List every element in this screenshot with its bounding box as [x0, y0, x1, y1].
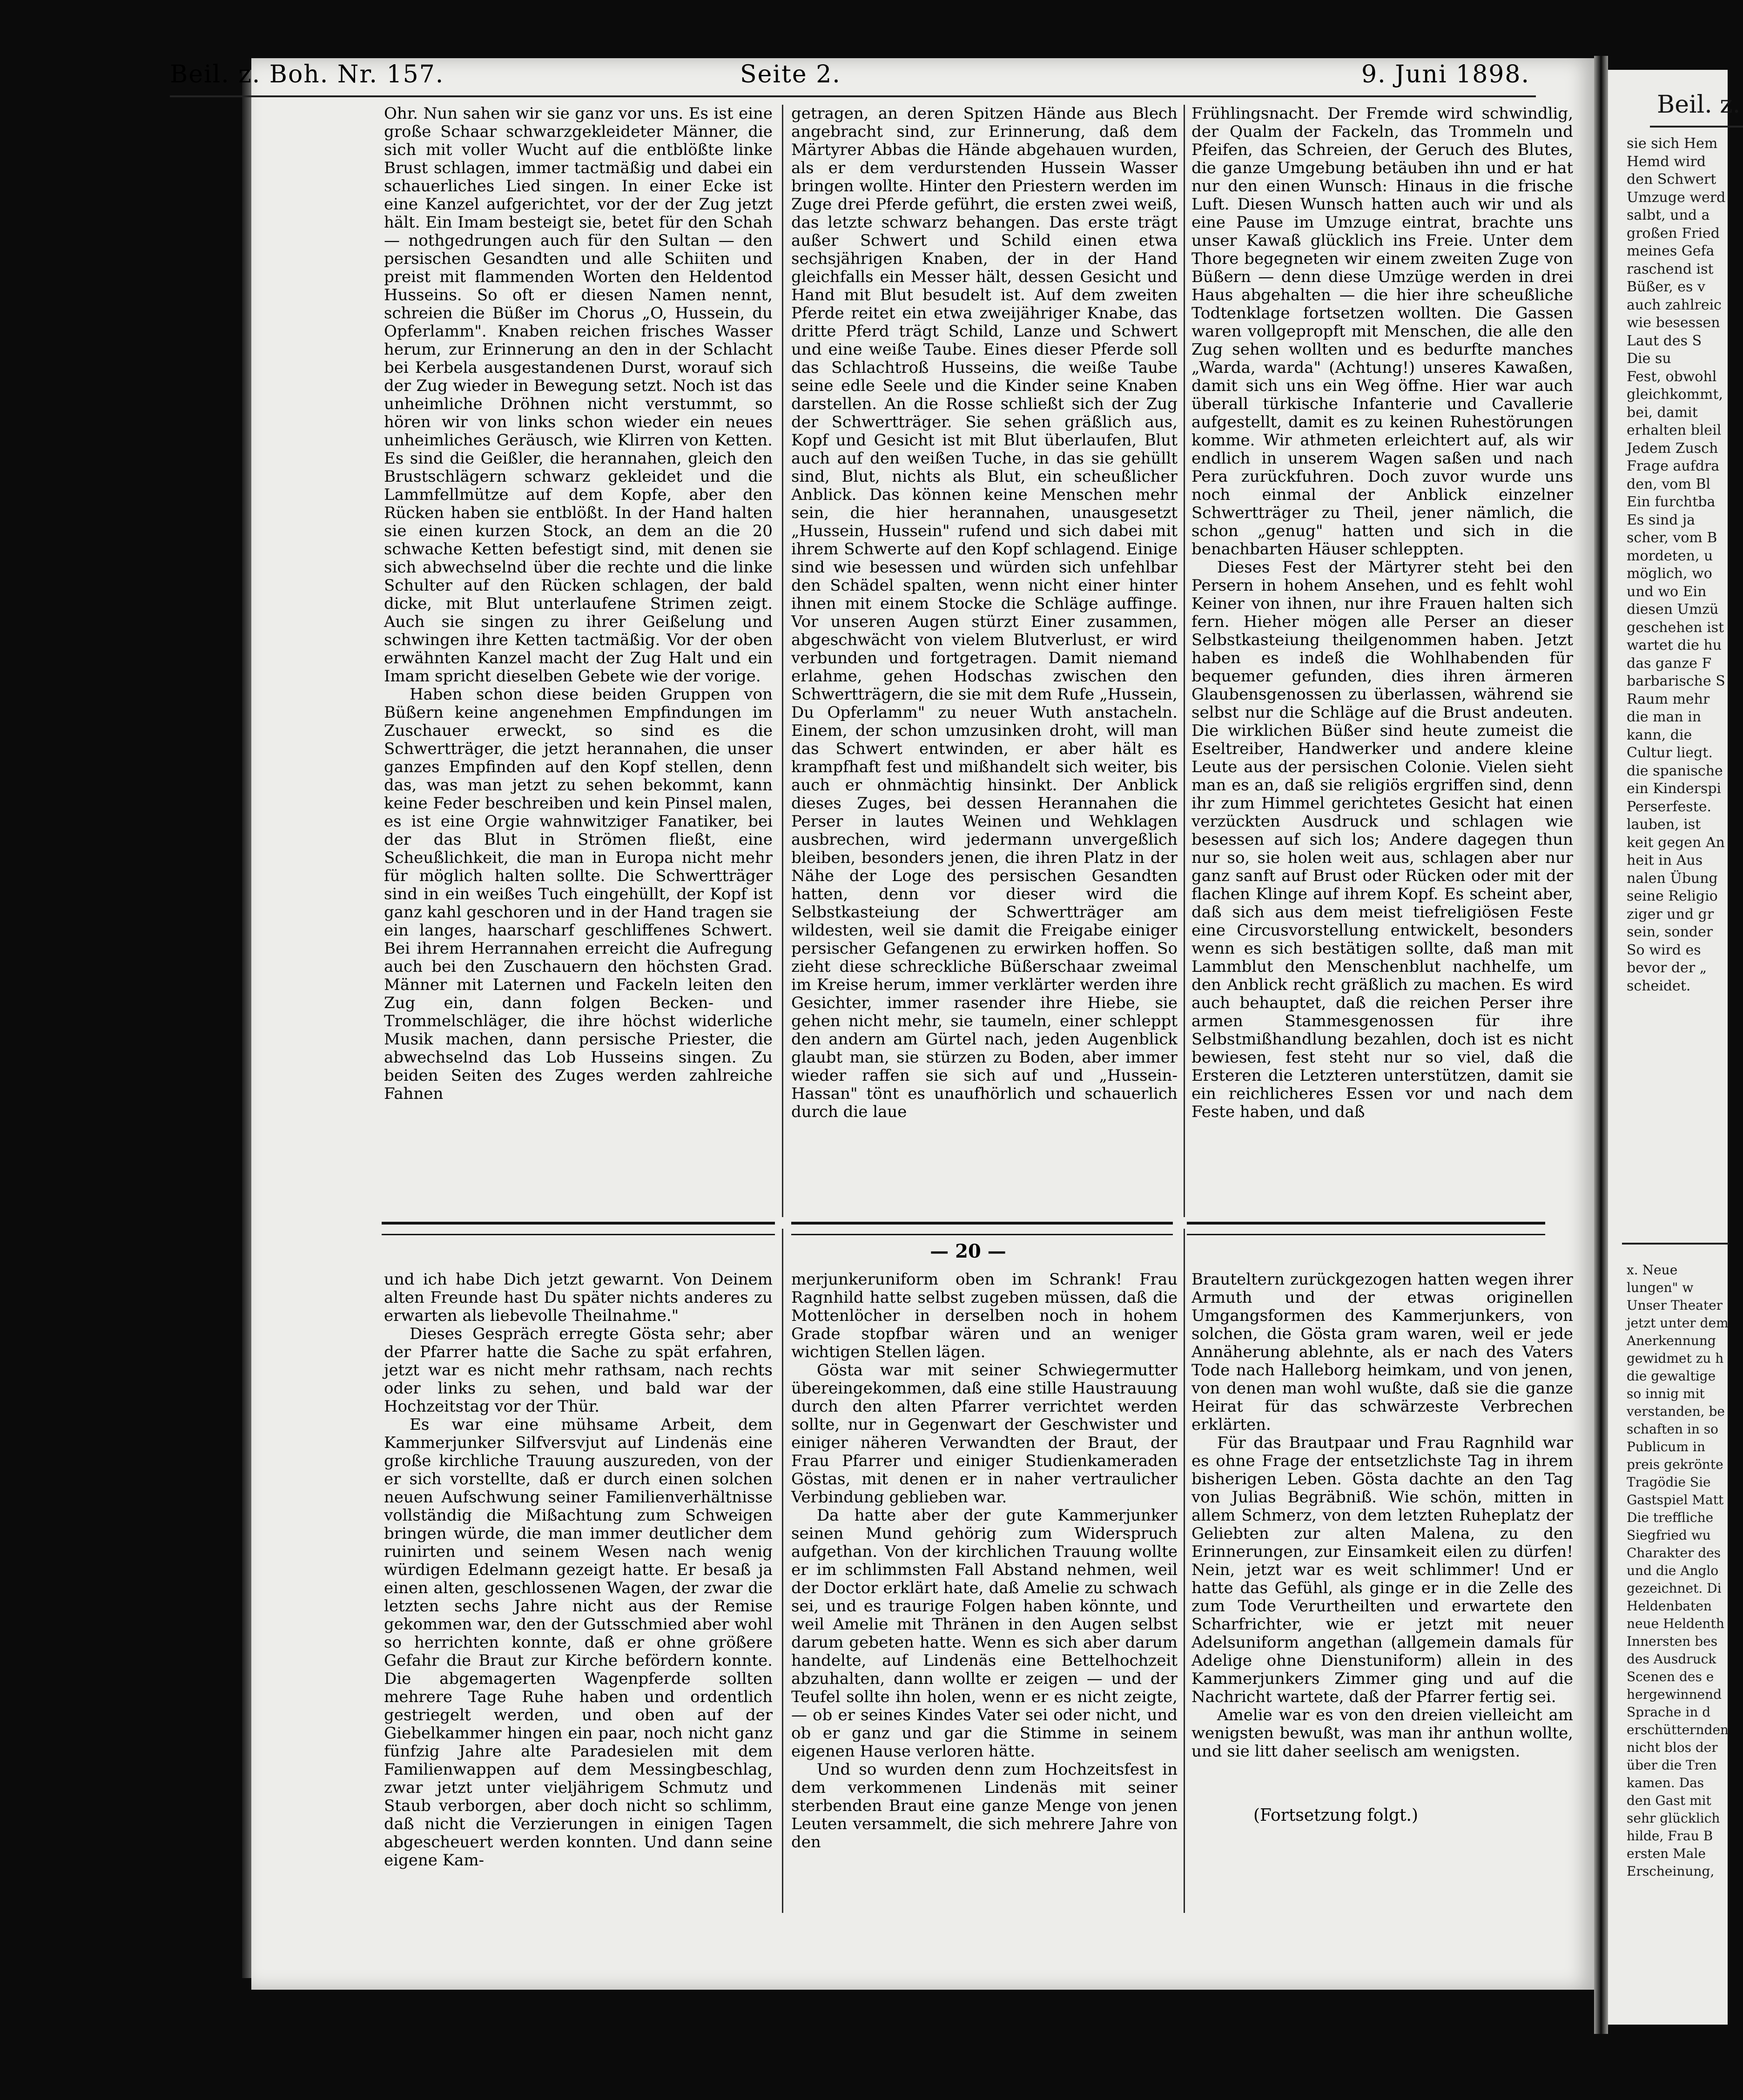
article-paragraph: Haben schon diese beiden Gruppen von Büßern keine angenehmen Empfindungen im Zuschauer erweckt, so sind es die Schwertträger, die jetzt herannahen, die unser ganzes Empfinden auf den Kopf stellen, denn das, was man jetzt zu sehen bekommt, kann keine Feder beschreiben und kein Pinsel malen, es ist eine Orgie wahnwitziger Fanatiker, bei der das Blut in Strömen fließt, eine Scheußlichkeit, die man in Europa nicht mehr für möglich halten sollte. Die Schwertträger sind in ein weißes Tuch eingehüllt, der Kopf ist ganz kahl geschoren und in der Hand tragen sie ein langes, haarscharf geschliffenes Schwert. Bei ihrem Herrannahen erreicht die Aufregung auch bei den Zuschauern den höchsten Grad. Männer mit Laternen und Fackeln leiten den Zug ein, dann folgen Becken- und Trommelschläger, die ihre höchst widerliche Musik machen, dann persische Priester, die abwechselnd das Lob Husseins singen. Zu beiden Seiten des Zuges werden zahlreiche Fahnen	[384, 685, 773, 1103]
adjacent-text-line: Hemd wird	[1627, 153, 1706, 170]
adjacent-text-line: Raum mehr	[1627, 691, 1710, 707]
adjacent-text-line: auch zahlreic	[1627, 296, 1722, 313]
adjacent-text-line: Unser Theater	[1627, 1298, 1723, 1313]
feuilleton-column-1	[384, 1271, 773, 1913]
feuilleton-paragraph: Und so wurden denn zum Hochzeitsfest in dem verkommenen Lindenäs mit seiner sterbenden Braut eine ganze Menge von jenen Leuten versammelt, die sich mehrere Jahre von den	[791, 1760, 1178, 1851]
adjacent-text-line: kamen. Das	[1627, 1775, 1704, 1790]
continued-note: (Fortsetzung folgt.)	[1253, 1806, 1418, 1825]
feuilleton-paragraph: Brauteltern zurückgezogen hatten wegen ihrer Armuth und der etwas originellen Umgangsformen des Kammerjunkers, von solchen, die Gösta gram waren, weil er jede Annäherung ablehnte, als er nach des Vaters Tode nach Halleborg heimkam, und von jenen, von denen man wohl wußte, daß sie die ganze Heirat für das schwärzeste Verbrechen erklärten.	[1191, 1270, 1573, 1434]
adjacent-text-line: preis gekrönte	[1627, 1457, 1723, 1472]
adjacent-text-line: den Gast mit	[1627, 1793, 1711, 1808]
adjacent-text-line: nalen Übung	[1627, 870, 1718, 887]
adjacent-text-line: bei, damit	[1627, 404, 1698, 421]
adjacent-text-line: gezeichnet. Di	[1627, 1581, 1722, 1596]
adjacent-text-line: So wird es	[1627, 942, 1701, 958]
column-rule	[1184, 1229, 1185, 1913]
page-header	[170, 61, 1534, 95]
adjacent-text-line: die gewaltige	[1627, 1368, 1716, 1384]
adjacent-text-line: Perserfeste.	[1627, 798, 1712, 815]
adjacent-text-line: ersten Male	[1627, 1846, 1706, 1861]
adjacent-text-line: Es sind ja	[1627, 512, 1696, 528]
adjacent-text-line: Die su	[1627, 350, 1671, 367]
adjacent-text-line: so innig mit	[1627, 1386, 1705, 1401]
adjacent-text-line: Ein furchtba	[1627, 494, 1716, 510]
adjacent-lower-text	[1627, 1261, 1734, 1880]
adjacent-text-line: Laut des S	[1627, 332, 1702, 349]
adjacent-text-line: salbt, und a	[1627, 207, 1710, 223]
section-separator	[382, 1222, 775, 1235]
feuilleton-paragraph: Amelie war es von den dreien vielleicht am wenigsten bewußt, was man ihr anthun wollte, und sie litt daher seelisch am wenigsten.	[1191, 1706, 1573, 1761]
adjacent-upper-text	[1627, 135, 1734, 995]
adjacent-text-line: wartet die hu	[1627, 637, 1722, 653]
feuilleton-paragraph: Da hatte aber der gute Kammerjunker seinen Mund gehörig zum Widerspruch aufgethan. Von der kirchlichen Trauung wollte er im schlimmsten Fall Abstand nehmen, weil der Doctor erklärt hate, daß Amelie zu schwach sei, und es traurige Folgen haben könnte, und weil Amelie mit Thränen in den Augen selbst darum gebeten hatte. Wenn es sich aber darum handelte, auf Lindenäs eine Bettelhochzeit abzuhalten, dann wollte er zeigen — und der Teufel sollte ihn holen, wenn er es nicht zeigte, — ob er seines Kindes Vater sei oder nicht, und ob er ganz und gar die Stimme in seinem eigenen Hause verloren hätte.	[791, 1506, 1178, 1761]
adjacent-text-line: des Ausdruck	[1627, 1651, 1716, 1667]
adjacent-text-line: den, vom Bl	[1627, 476, 1710, 492]
adjacent-text-line: Fest, obwohl	[1627, 368, 1717, 385]
adjacent-text-line: mordeten, u	[1627, 547, 1713, 564]
adjacent-text-line: nicht blos der	[1627, 1740, 1718, 1755]
article-paragraph: Frühlingsnacht. Der Fremde wird schwindlig, der Qualm der Fackeln, das Trommeln und Pfeifen, das Schreien, der Geruch des Blutes, die ganze Umgebung betäuben ihn und er hat nur den einen Wunsch: Hinaus in die frische Luft. Diesen Wunsch hatten auch wir und als eine Pause im Umzuge eintrat, brachte uns unser Kawaß glücklich ins Freie. Unter dem Thore begegneten wir einem zweiten Zuge von Büßern — denn diese Umzüge werden in drei Haus abgehalten — die hier ihre scheußliche Todtenklage fortsetzen wollten. Die Gassen waren vollgepropft mit Menschen, die alle den Zug sehen wollten und es bedurfte manches „Warda, warda" (Achtung!) unseres Kawaßen, damit sich uns ein Weg öffne. Hier war auch überall türkische Infanterie und Cavallerie aufgestellt, damit es zu keinen Ruhestörungen komme. Wir athmeten erleichtert auf, als wir endlich in unserem Wagen saßen und nach Pera zurückfuhren. Doch zuvor wurde uns noch einmal der Anblick einzelner Schwertträger zu Theil, jener nämlich, die schon „genug" hatten und sich in die benachbarten Häuser schleppten.	[1191, 104, 1573, 559]
adjacent-text-line: hergewinnend	[1627, 1687, 1722, 1702]
adjacent-text-line: die spanische	[1627, 762, 1723, 779]
adjacent-text-line: sehr glücklich	[1627, 1811, 1720, 1826]
adjacent-text-line: schaften in so	[1627, 1421, 1719, 1437]
adjacent-header-rule	[1650, 126, 1743, 128]
article-column-2	[791, 105, 1178, 1217]
adjacent-text-line: gleichkommt,	[1627, 386, 1723, 403]
adjacent-text-line: lungen" w	[1627, 1280, 1694, 1295]
adjacent-text-line: Die treffliche	[1627, 1510, 1714, 1525]
adjacent-text-line: Publicum in	[1627, 1439, 1705, 1454]
adjacent-text-line: x. Neue	[1627, 1262, 1678, 1278]
feuilleton-column-2	[791, 1271, 1178, 1913]
article-paragraph: Ohr. Nun sahen wir sie ganz vor uns. Es ist eine große Schaar schwarzgekleideter Männer, die sich mit voller Wucht auf die entblößte linke Brust schlagen, immer tactmäßig und dabei ein schauerliches Lied singen. In einer Ecke ist eine Kanzel aufgerichtet, vor der der Zug jetzt hält. Ein Imam besteigt sie, betet für den Schah — nothgedrungen auch für den Sultan — den persischen Gesandten und alle Schiiten und preist mit flammenden Worten den Heldentod Husseins. So oft er diesen Namen nennt, schreien die Büßer im Chorus „O, Hussein, du Opferlamm". Knaben reichen frisches Wasser herum, zur Erinnerung an den in der Schlacht bei Kerbela ausgestandenen Durst, worauf sich der Zug wieder in Bewegung setzt. Noch ist das unheimliche Dröhnen nicht verstummt, so hören wir von links schon wieder ein neues unheimliches Geräusch, wie Klirren von Ketten. Es sind die Geißler, die herannahen, gleich den Brustschlägern schwarz gekleidet und die Lammfellmütze auf dem Kopfe, aber den Rücken haben sie entblößt. In der Hand halten sie einen kurzen Stock, an dem an die 20 schwache Ketten befestigt sind, mit denen sie sich abwechselnd über die rechte und die linke Schulter auf den Rücken schlagen, der bald dicke, mit Blut unterlaufene Strimen zeigt. Auch sie singen zu ihrer Geißelung und schwingen ihre Ketten tactmäßig. Vor der oben erwähnten Kanzel macht der Zug Halt und ein Imam spricht dieselben Gebete wie der vorige.	[384, 104, 773, 686]
adjacent-text-line: gewidmet zu h	[1627, 1351, 1724, 1366]
adjacent-text-line: lauben, ist	[1627, 816, 1701, 833]
adjacent-text-line: Cultur liegt.	[1627, 745, 1713, 761]
adjacent-text-line: Innersten bes	[1627, 1634, 1718, 1649]
adjacent-text-line: erhalten bleil	[1627, 422, 1722, 438]
adjacent-page	[1608, 70, 1741, 2025]
adjacent-text-line: scheidet.	[1627, 977, 1691, 994]
adjacent-text-line: erschütternden	[1627, 1722, 1729, 1737]
adjacent-text-line: geschehen ist	[1627, 619, 1724, 636]
adjacent-text-line: sie sich Hem	[1627, 135, 1718, 152]
header-date: 9. Juni 1898.	[1361, 61, 1530, 88]
adjacent-text-line: großen Fried	[1627, 225, 1720, 242]
adjacent-text-line: bevor der „	[1627, 960, 1707, 976]
column-rule	[782, 1229, 783, 1913]
column-rule	[782, 105, 783, 1217]
feuilleton-page-number: — 20 —	[930, 1240, 1006, 1262]
adjacent-text-line: Anerkennung	[1627, 1333, 1716, 1348]
adjacent-text-line: Erscheinung,	[1627, 1864, 1715, 1879]
adjacent-text-line: verstanden, be	[1627, 1404, 1725, 1419]
adjacent-text-line: Umzuge werd	[1627, 189, 1726, 206]
adjacent-text-line: neue Heldenth	[1627, 1616, 1724, 1631]
adjacent-text-line: sein, sonder	[1627, 924, 1713, 940]
article-column-1	[384, 105, 773, 1217]
adjacent-text-line: die man in	[1627, 709, 1702, 725]
feuilleton-paragraph: Dieses Gespräch erregte Gösta sehr; aber der Pfarrer hatte die Sache zu spät erfahren, jetzt war es nicht mehr rathsam, nach rechts oder links zu sehen, und bald war der Hochzeitstag vor der Thür.	[384, 1325, 773, 1416]
feuilleton-paragraph: Gösta war mit seiner Schwiegermutter übereingekommen, daß eine stille Haustrauung durch den alten Pfarrer verrichtet werden sollte, nur in Gegenwart der Geschwister und einiger näheren Verwandten der Braut, der Frau Pfarrer und einiger Studienkameraden Göstas, mit denen er in naher vertraulicher Verbindung geblieben war.	[791, 1361, 1178, 1507]
header-publication: Beil. z. Boh. Nr. 157.	[170, 61, 444, 88]
adjacent-text-line: Frage aufdra	[1627, 458, 1720, 474]
header-rule	[170, 95, 1536, 97]
adjacent-separator	[1622, 1243, 1729, 1245]
adjacent-text-line: über die Tren	[1627, 1757, 1717, 1773]
adjacent-text-line: Büßer, es v	[1627, 279, 1705, 295]
feuilleton-paragraph: Für das Brautpaar und Frau Ragnhild war es ohne Frage der entsetzlichste Tag in ihrem bisherigen Leben. Gösta dachte an den Tag von Julias Begräbniß. Wie schön, mitten in allem Schmerz, von dem letzten Ruheplatz der Geliebten zur alten Malena, zu den Erinnerungen, zur Einsamkeit eilen zu dürfen! Nein, jetzt war es weit schlimmer! Und er hatte das Gefühl, als ginge er in die Zelle des zum Tode Verurtheilten und erwartete den Scharfrichter, wie er jetzt mit neuer Adelsuniform angethan (allgemein damals für Adelige ohne Dienstuniform) allein in des Kammerjunkers Zimmer ging und auf die Nachricht wartete, daß der Pfarrer fertig sei.	[1191, 1434, 1573, 1706]
adjacent-text-line: heit in Aus	[1627, 852, 1703, 868]
feuilleton-column-3	[1191, 1271, 1573, 1801]
adjacent-text-line: barbarische S	[1627, 673, 1725, 689]
adjacent-text-line: Gastspiel Matt	[1627, 1492, 1724, 1508]
adjacent-text-line: meines Gefa	[1627, 243, 1715, 259]
adjacent-text-line: Siegfried wu	[1627, 1528, 1711, 1543]
adjacent-text-line: den Schwert	[1627, 171, 1716, 188]
adjacent-text-line: seine Religio	[1627, 888, 1718, 904]
section-separator	[791, 1222, 1173, 1235]
adjacent-text-line: möglich, wo	[1627, 565, 1712, 582]
adjacent-text-line: Charakter des	[1627, 1545, 1721, 1561]
column-rule	[1184, 105, 1185, 1217]
adjacent-text-line: raschend ist	[1627, 261, 1714, 277]
article-paragraph: getragen, an deren Spitzen Hände aus Blech angebracht sind, zur Erinnerung, daß dem Märtyrer Abbas die Hände abgehauen wurden, als er dem verdurstenden Hussein Wasser bringen wollte. Hinter den Priestern werden im Zuge drei Pferde geführt, die ersten zwei weiß, das letzte schwarz behangen. Das erste trägt außer Schwert und Schild einen etwa sechsjährigen Knaben, der in der Hand gleichfalls ein Messer hält, dessen Gesicht und Hand mit Blut besudelt ist. Auf dem zweiten Pferde reitet ein etwa zweijähriger Knabe, das dritte Pferd trägt Schild, Lanze und Schwert und eine weiße Taube. Eines dieser Pferde soll das Schlachtroß Husseins, die weiße Taube seine edle Seele und die Kinder seine Knaben darstellen. An die Rosse schließt sich der Zug der Schwertträger. Sie sehen gräßlich aus, Kopf und Gesicht ist mit Blut überlaufen, Blut auch auf den weißen Tuche, in das sie gehüllt sind, Blut, nichts als Blut, ein scheußlicher Anblick. Das können keine Menschen mehr sein, die hier herannahen, unausgesetzt „Hussein, Hussein" rufend und sich dabei mit ihrem Schwerte auf den Kopf schlagend. Einige sind wie besessen und würden sich unfehlbar den Schädel spalten, wenn nicht einer hinter ihnen mit einem Stocke die Schläge auffinge. Vor unseren Augen stürzt Einer zusammen, abgeschwächt von vielem Blutverlust, er wird verbunden und fortgetragen. Damit niemand erlahme, gehen Hodschas zwischen den Schwertträgern, die sie mit dem Rufe „Hussein, Du Opferlamm" zu neuer Wuth anstacheln. Einem, der schon umzusinken droht, will man das Schwert entwinden, er aber hält es krampfhaft fest und mißhandelt sich weiter, bis auch er ohnmächtig hinsinkt. Der Anblick dieses Zuges, bei dessen Herannahen die Perser in lautes Weinen und Wehklagen ausbrechen, wird jedermann unvergeßlich bleiben, besonders jenen, die ihren Platz in der Nähe der Loge des persischen Gesandten hatten, denn vor dieser wird die Selbstkasteiung der Schwertträger am wildesten, weil sie damit die Freigabe einiger persischer Gefangenen zu erwirken hoffen. So zieht diese schreckliche Büßerschaar zweimal im Kreise herum, immer verklärter werden ihre Gesichter, immer rasender ihre Hiebe, sie gehen nicht mehr, sie taumeln, einer schleppt den andern am Gürtel nach, jeden Augenblick glaubt man, sie stürzen zu Boden, aber immer wieder raffen sie sich auf und „Hussein-Hassan" tönt es unaufhörlich und schauerlich durch die laue	[791, 104, 1178, 1121]
article-paragraph: Dieses Fest der Märtyrer steht bei den Persern in hohem Ansehen, und es fehlt wohl Keiner von ihnen, nur ihre Frauen halten sich fern. Hieher mögen alle Perser an dieser Selbstkasteiung theilgenommen haben. Jetzt haben es indeß die Wohlhabenden für bequemer gefunden, dies ihren ärmeren Glaubensgenossen zu überlassen, während sie selbst nur die Schläge auf die Brust andeuten. Die wirklichen Büßer sind heute zumeist die Eseltreiber, Handwerker und andere kleine Leute aus der persischen Colonie. Vielen sieht man es an, daß sie religiös ergriffen sind, denn ihr zum Himmel gerichtetes Gesicht hat einen verzückten Ausdruck und schlagen wie besessen auf sich los; Andere dagegen thun nur so, sie holen weit aus, schlagen aber nur ganz sanft auf Brust oder Rücken oder mit der flachen Klinge auf ihrem Kopf. Es scheint aber, daß sich aus dem meist tiefreligiösen Feste eine Circusvorstellung entwickelt, besonders wenn es sich bestätigen sollte, daß man mit Lammblut den Menschenblut nachhelfe, um den Anblick recht gräßlich zu machen. Es wird auch behauptet, daß die reichen Perser ihre armen Stammesgenossen für ihre Selbstmißhandlung bezahlen, doch ist es nicht bewiesen, fest steht nur so viel, daß die Ersteren die Letzteren unterstützen, damit sie ein reichlicheres Essen vor und nach dem Feste haben, und daß	[1191, 558, 1573, 1121]
adjacent-text-line: wie besessen	[1627, 315, 1720, 331]
adjacent-text-line: Tragödie Sie	[1627, 1474, 1711, 1490]
adjacent-text-line: keit gegen An	[1627, 834, 1725, 851]
adjacent-text-line: diesen Umzü	[1627, 601, 1719, 618]
adjacent-text-line: Sprache in d	[1627, 1704, 1711, 1720]
page-gutter	[1594, 56, 1608, 2034]
feuilleton-paragraph: Es war eine mühsame Arbeit, dem Kammerjunker Silfversvjut auf Lindenäs eine große kirchliche Trauung auszureden, von der er sich vorstellte, daß er durch einen solchen neuen Aufschwung seiner Familienverhältnisse vollständig die Mißachtung zum Schweigen bringen würde, die man immer deutlicher dem ruinirten und seinem Wesen nach wenig würdigen Edelmann gezeigt hatte. Er besaß ja einen alten, geschlossenen Wagen, der zwar die letzten sechs Jahre nicht aus der Remise gekommen war, den der Gutsschmied aber wohl so herrichten konnte, daß er ohne größere Gefahr die Braut zur Kirche befördern konnte. Die abgemagerten Wagenpferde sollten mehrere Tage Ruhe haben und ordentlich gestriegelt werden, und oben auf der Giebelkammer hingen ein paar, noch nicht ganz fünfzig Jahre alte Paradesielen mit dem Familienwappen auf dem Messingbeschlag, zwar jetzt unter vieljährigem Schmutz und Staub verborgen, aber doch nicht so schlimm, daß nicht die Verzierungen in einigen Tagen abgescheuert werden konnten. Und dann seine eigene Kam-	[384, 1415, 773, 1870]
adjacent-text-line: jetzt unter dem	[1627, 1315, 1729, 1331]
adjacent-text-line: Jedem Zusch	[1627, 440, 1718, 457]
article-column-3	[1191, 105, 1573, 1217]
adjacent-text-line: kann, die	[1627, 727, 1692, 743]
feuilleton-paragraph: merjunkeruniform oben im Schrank! Frau Ragnhild hatte selbst zugeben müssen, daß die Mottenlöcher in derselben noch in hohem Grade stopfbar wären und an weniger wichtigen Stellen lägen.	[791, 1270, 1178, 1361]
adjacent-text-line: Scenen des e	[1627, 1669, 1714, 1684]
adjacent-text-line: und wo Ein	[1627, 583, 1707, 600]
adjacent-text-line: Heldenbaten	[1627, 1598, 1712, 1614]
adjacent-text-line: und die Anglo	[1627, 1563, 1719, 1578]
feuilleton-paragraph: und ich habe Dich jetzt gewarnt. Von Deinem alten Freunde hast Du später nichts anderes zu erwarten als liebevolle Theilnahme."	[384, 1270, 773, 1325]
section-separator	[1187, 1222, 1545, 1235]
adjacent-page-header: Beil. z.	[1657, 91, 1741, 119]
adjacent-text-line: ein Kinderspi	[1627, 781, 1722, 797]
adjacent-text-line: hilde, Frau B	[1627, 1828, 1713, 1844]
adjacent-text-line: scher, vom B	[1627, 530, 1717, 546]
adjacent-text-line: das ganze F	[1627, 655, 1712, 672]
adjacent-text-line: ziger und gr	[1627, 906, 1714, 922]
header-page-label: Seite 2.	[740, 61, 841, 88]
